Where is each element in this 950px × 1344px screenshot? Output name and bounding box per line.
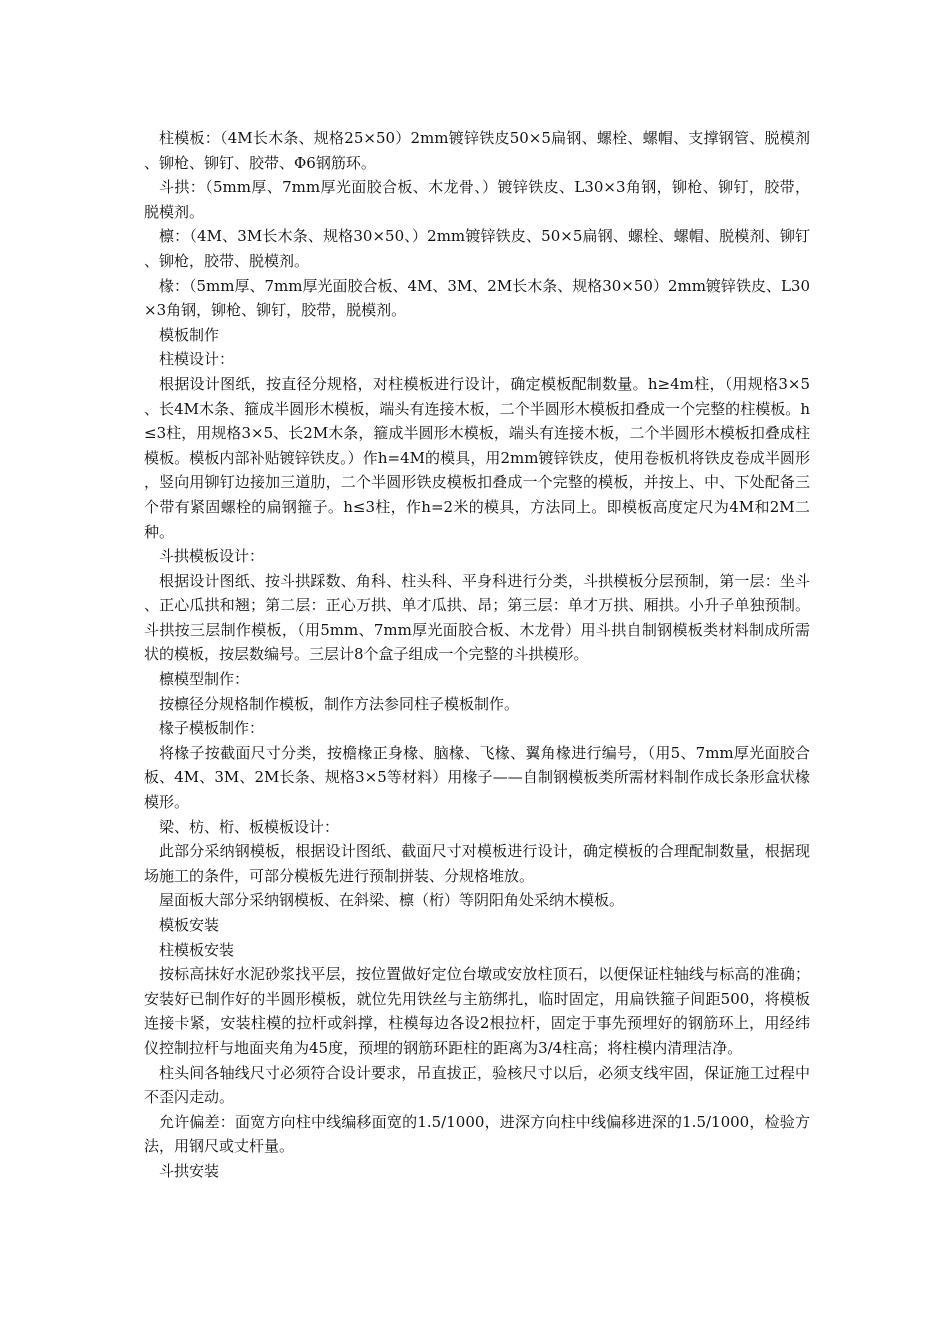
paragraph-beam-formwork-design: 此部分采纳钢模板，根据设计图纸、截面尺寸对模板进行设计，确定模板的合理配制数量，根据现场施工的条件，可部分模板先进行预制拼装、分规格堆放。 [144, 842, 810, 885]
heading-purlin-mold-fabrication: 檩模型制作： [159, 670, 250, 689]
heading-formwork-installation: 模板安装 [159, 916, 220, 934]
paragraph-column-formwork-installation: 按标高抹好水泥砂浆找平层，按位置做好定位台墩或安放柱顶石，以便保证柱轴线与标高的准确；安装好已制作好的半圆形模板，就位先用铁丝与主筋绑扎，临时固定，用扁铁箍子间距500，将模板连接卡紧，安装柱模的拉杆或斜撑，柱模每边各设2根拉杆，固定于事先预埋好的钢筋环上，用经纬仪控制拉杆与地面夹角为45度，预埋的钢筋环距柱的距离为3/4柱高；将柱模内清理洁净。 [144, 965, 810, 1057]
heading-bracket-formwork-design: 斗拱模板设计： [159, 547, 265, 566]
paragraph-bracket-materials: 斗拱：（5mm厚、7mm厚光面胶合板、木龙骨、）镀锌铁皮、L30×3角钢，铆枪、铆钉，胶带，脱模剂。 [144, 178, 810, 221]
paragraph-roof-slab-formwork: 屋面板大部分采纳钢模板、在斜梁、檩（桁）等阴阳角处采纳木模板。 [159, 891, 625, 910]
paragraph-column-mold-design: 根据设计图纸，按直径分规格，对柱模板进行设计，确定模板配制数量。h≥4m柱，（用规格3×5、长4M木条、箍成半圆形木模板，端头有连接木板，二个半圆形木模板扣叠成一个完整的柱模板。h≤3柱，用规格3×5、长2M木条，箍成半圆形木模板，端头有连接木板，二个半圆形木模板扣叠成柱模板。模板内部补贴镀锌铁皮。）作h=4M的模具，用2mm镀锌铁皮，使用卷板机将铁皮卷成半圆形，竖向用铆钉边接加三道肋，二个半圆形铁皮模板扣叠成一个完整的模板，并按上、中、下处配备三个带有紧固螺栓的扁钢箍子。h≤3柱，作h=2米的模具，方法同上。即模板高度定尺为4M和2M二种。 [144, 374, 810, 541]
paragraph-rafter-formwork-fabrication: 将椽子按截面尺寸分类，按檐椽正身椽、脑椽、飞椽、翼角椽进行编号，（用5、7mm厚光面胶合板、4M、3M、2M长条、规格3×5等材料）用椽子——自制钢模板类所需材料制作成长条形盒状椽模形。 [144, 743, 810, 812]
heading-beam-formwork-design: 梁、枋、桁、板模板设计： [159, 817, 340, 836]
paragraph-purlin-mold-fabrication: 按檩径分规格制作模板，制作方法参同柱子模板制作。 [159, 694, 520, 713]
heading-column-mold-design: 柱模设计： [159, 350, 235, 369]
paragraph-column-axis-requirements: 柱头间各轴线尺寸必须符合设计要求，吊直拔正，验核尺寸以后，必须支线牢固，保证施工过程中不歪闪走动。 [144, 1063, 810, 1107]
heading-bracket-installation: 斗拱安装 [159, 1161, 220, 1180]
paragraph-bracket-formwork-design: 根据设计图纸、按斗拱踩数、角科、柱头科、平身科进行分类，斗拱模板分层预制，第一层：坐斗、正心瓜拱和翘；第二层：正心万拱、单才瓜拱、昂；第三层：单才万拱、厢拱。小升子单独预制。斗拱按三层制作模板，（用5mm、7mm厚光面胶合板、木龙骨）用斗拱自制钢模板类材料制成所需状的模板，按层数编号。三层计8个盒子组成一个完整的斗拱模形。 [144, 571, 810, 664]
heading-formwork-fabrication: 模板制作 [159, 325, 220, 344]
paragraph-column-formwork-materials: 柱模板：（4M长木条、规格25×50）2mm镀锌铁皮50×5扁钢、螺栓、螺帽、支撑钢管、脱模剂、铆枪、铆钉、胶带、Φ6钢筋环。 [144, 129, 810, 172]
heading-column-formwork-installation: 柱模板安装 [159, 940, 235, 959]
paragraph-purlin-materials: 檩：（4M、3M长木条、规格30×50、）2mm镀锌铁皮、50×5扁钢、螺栓、螺帽、脱模剂、铆钉、铆枪，胶带、脱模剂。 [144, 227, 810, 270]
paragraph-rafter-materials: 椽：（5mm厚、7mm厚光面胶合板、4M、3M、2M长木条、规格30×50）2mm镀锌铁皮、L30×3角钢，铆枪、铆钉，胶带，脱模剂。 [144, 276, 810, 320]
document-body [144, 126, 810, 1184]
paragraph-allowable-deviation: 允许偏差：面宽方向柱中线编移面宽的1.5/1000，进深方向柱中线偏移进深的1.5/1000，检验方法，用钢尺或丈杆量。 [144, 1112, 810, 1156]
heading-rafter-formwork-fabrication: 椽子模板制作： [159, 719, 265, 738]
